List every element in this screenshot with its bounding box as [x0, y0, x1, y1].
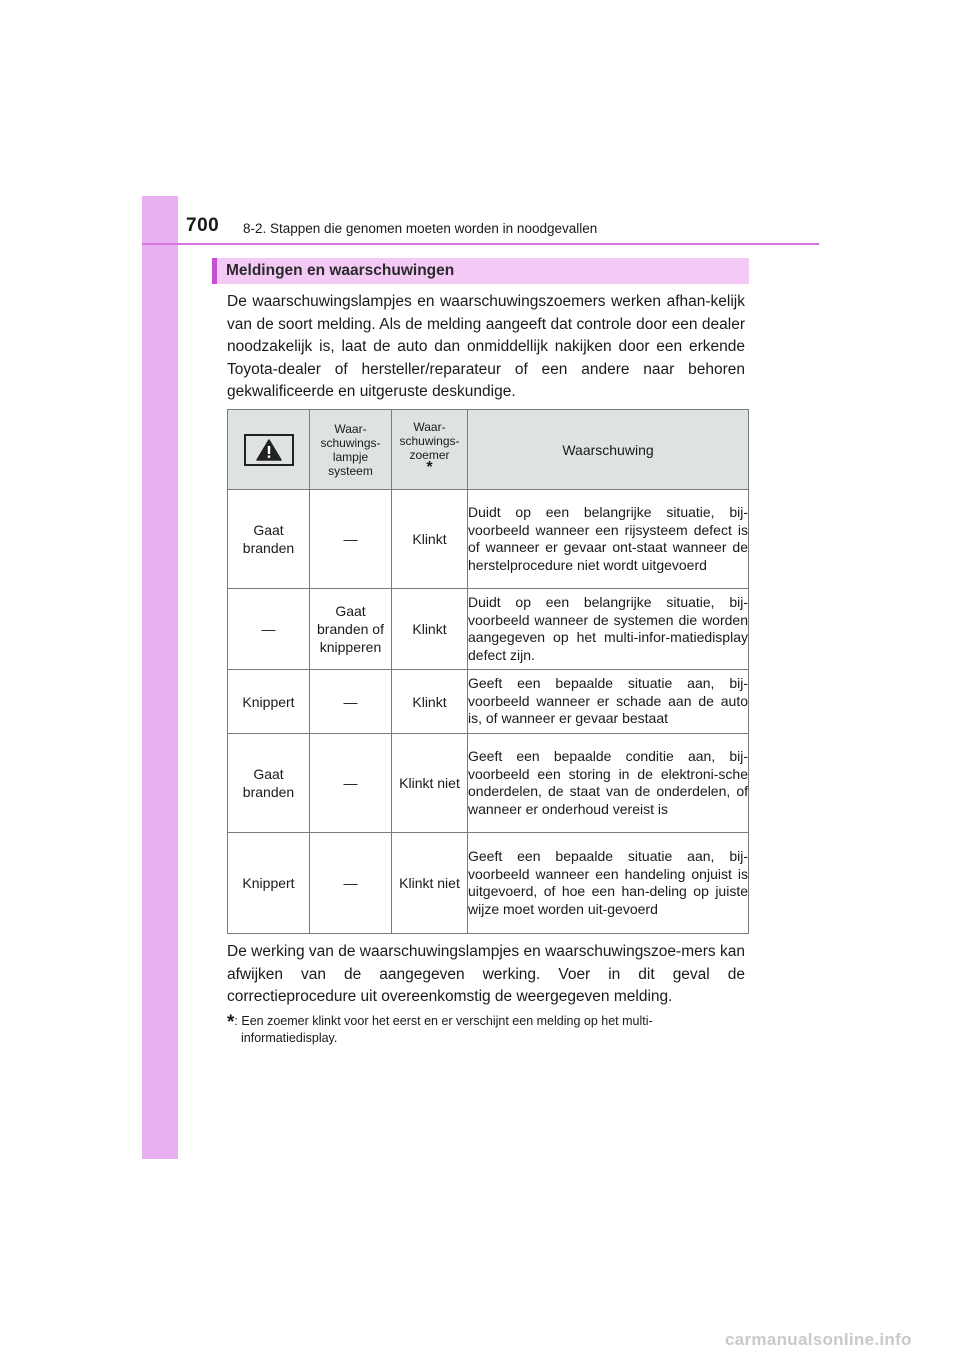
footnote-line-1: [227, 1011, 749, 1033]
cell-buzzer: Klinkt: [392, 670, 468, 734]
cell-system: —: [310, 670, 392, 734]
table-row: [228, 490, 749, 589]
header-warning-lamp: [228, 410, 310, 490]
header-system-lamp: [310, 410, 392, 490]
section-title: 8-2. Stappen die genomen moeten worden in noodgevallen: [243, 221, 598, 236]
warning-triangle-icon: [244, 434, 294, 466]
footnote-marker: *: [426, 458, 433, 476]
header-warning: [468, 410, 749, 490]
cell-lamp: Gaat branden: [228, 734, 310, 833]
cell-warning: Duidt op een belangrijke situatie, bij-voorbeeld wanneer een rijsysteem defect is of wanneer er gevaar ont-staat wanneer de herstelprocedure niet wordt uitgevoerd: [468, 490, 749, 589]
section-heading: [212, 258, 749, 284]
header-buzzer-text: Waar-schuwings-zoemer: [399, 419, 460, 462]
footnote: [227, 1011, 749, 1047]
cell-warning: Geeft een bepaalde situatie aan, bij-voorbeeld wanneer er schade aan de auto is, of wanneer er gevaar bestaat: [468, 670, 749, 734]
cell-warning: Geeft een bepaalde situatie aan, bij-voorbeeld wanneer een handeling onjuist is uitgevoerd, of hoe een han-deling op juiste wijze moet worden uit-gevoerd: [468, 833, 749, 934]
page-number: 700: [186, 215, 220, 236]
cell-warning: Duidt op een belangrijke situatie, bij-voorbeeld wanneer de systemen die worden aangegeven op het multi-infor-matiedisplay defect zijn.: [468, 589, 749, 670]
cell-warning: Geeft een bepaalde conditie aan, bij-voorbeeld een storing in de elektroni-sche onderdelen, de staat van de onderdelen, of wanneer er onderhoud vereist is: [468, 734, 749, 833]
header-buzzer: [392, 410, 468, 490]
heading-text: Meldingen en waarschuwingen: [226, 262, 455, 279]
header-divider: [142, 243, 819, 245]
warning-table: [227, 409, 749, 934]
cell-lamp: Knippert: [228, 833, 310, 934]
table-row: [228, 589, 749, 670]
intro-paragraph: De waarschuwingslampjes en waarschuwingszoemers werken afhan-kelijk van de soort melding. Als de melding aangeeft dat controle door een dealer noodzakelijk is, laat de auto dan onmiddellijk nakijken door een erkende Toyota-dealer of hersteller/reparateur of een andere naar behoren gekwalificeerde en uitgeruste deskundige.: [227, 293, 745, 400]
table-row: [228, 734, 749, 833]
watermark: carmanualsonline.info: [725, 1330, 912, 1349]
cell-buzzer: Klinkt: [392, 589, 468, 670]
cell-buzzer: Klinkt niet: [392, 734, 468, 833]
footnote-mark: *: [227, 1012, 235, 1033]
cell-lamp: Gaat branden: [228, 490, 310, 589]
header-warning-text: Waarschuwing: [562, 441, 654, 458]
heading-accent-bar: [212, 258, 217, 284]
header-system-lamp-text: Waar-schuwings-lampje systeem: [320, 421, 381, 478]
cell-system: —: [310, 490, 392, 589]
table-header-row: [228, 410, 749, 490]
outro-paragraph: De werking van de waarschuwingslampjes en waarschuwingszoe-mers kan afwijken van de aangegeven werking. Voer in dit geval de correctieprocedure uit overeenkomstig de weergegeven melding.: [227, 943, 745, 1005]
cell-buzzer: Klinkt niet: [392, 833, 468, 934]
cell-system: —: [310, 734, 392, 833]
cell-lamp: —: [228, 589, 310, 670]
side-tab-bar: [142, 196, 178, 1159]
table-row: [228, 670, 749, 734]
cell-lamp: Knippert: [228, 670, 310, 734]
footnote-text-1: : Een zoemer klinkt voor het eerst en er verschijnt een melding op het multi-: [234, 1014, 653, 1028]
table-row: [228, 833, 749, 934]
cell-system: Gaat branden of knipperen: [310, 589, 392, 670]
cell-system: —: [310, 833, 392, 934]
footnote-text-2: informatiedisplay.: [241, 1031, 338, 1045]
cell-buzzer: Klinkt: [392, 490, 468, 589]
